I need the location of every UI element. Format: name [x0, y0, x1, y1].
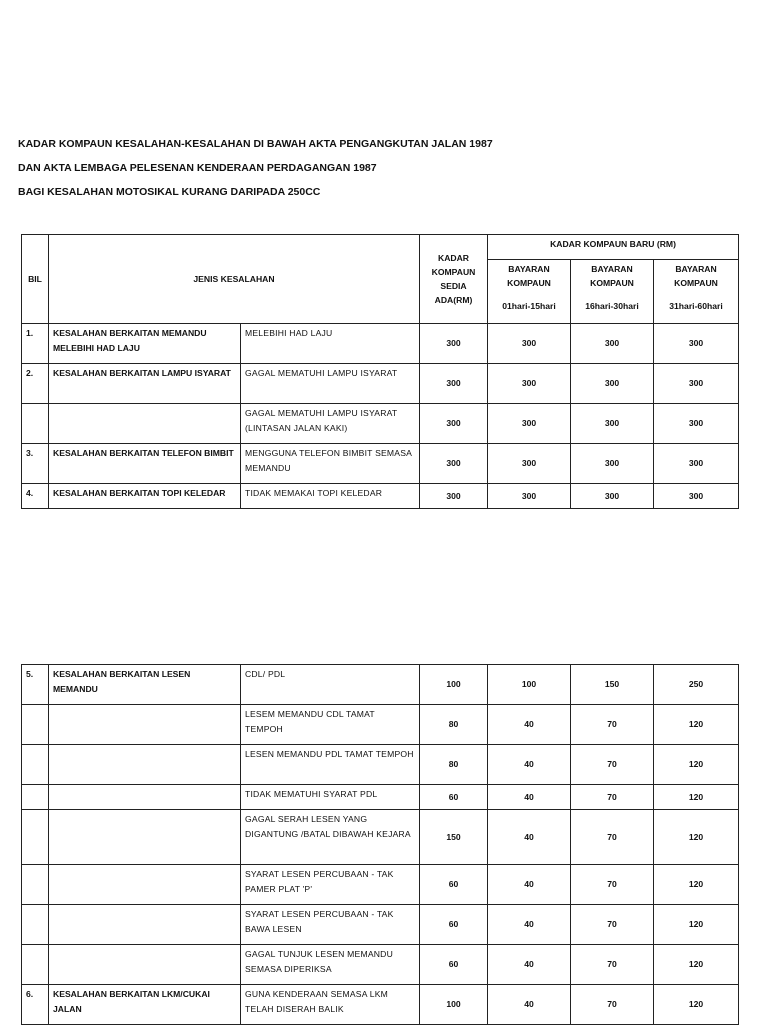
- row-rate-16-30: 300: [571, 444, 654, 484]
- row-offence: MENGGUNA TELEFON BIMBIT SEMASA MEMANDU: [241, 444, 420, 484]
- row-offence: SYARAT LESEN PERCUBAAN - TAK PAMER PLAT 'P': [241, 865, 420, 905]
- row-bil: 2.: [22, 364, 49, 404]
- row-category: KESALAHAN BERKAITAN LKM/CUKAI JALAN: [49, 985, 241, 1025]
- row-existing-rate: 150: [420, 810, 488, 865]
- row-rate-16-30: 150: [571, 665, 654, 705]
- header-kadar-line-1: KADAR: [437, 253, 470, 263]
- row-existing-rate: 300: [420, 484, 488, 509]
- row-existing-rate: 60: [420, 865, 488, 905]
- row-bil: 1.: [22, 324, 49, 364]
- header-kompaun: KOMPAUN: [590, 278, 634, 288]
- row-rate-31-60: 120: [654, 905, 739, 945]
- row-rate-01-15: 40: [488, 785, 571, 810]
- row-rate-01-15: 300: [488, 444, 571, 484]
- row-rate-31-60: 300: [654, 324, 739, 364]
- row-rate-16-30: 70: [571, 985, 654, 1025]
- row-bil: [22, 404, 49, 444]
- table-row: [22, 945, 739, 985]
- row-rate-16-30: 70: [571, 810, 654, 865]
- row-rate-01-15: 40: [488, 865, 571, 905]
- table-row: [22, 364, 739, 404]
- row-rate-31-60: 300: [654, 444, 739, 484]
- row-category: KESALAHAN BERKAITAN TELEFON BIMBIT: [49, 444, 241, 484]
- table-row: [22, 810, 739, 865]
- table-row: [22, 324, 739, 364]
- row-rate-01-15: 300: [488, 404, 571, 444]
- row-existing-rate: 80: [420, 705, 488, 745]
- table-row: [22, 745, 739, 785]
- header-kadar-sedia-ada: [420, 235, 488, 324]
- header-kadar-kompaun-baru: KADAR KOMPAUN BARU (RM): [488, 235, 739, 260]
- table-row: [22, 705, 739, 745]
- table-row: [22, 785, 739, 810]
- table-row: [22, 985, 739, 1025]
- row-offence: GAGAL SERAH LESEN YANG DIGANTUNG /BATAL DIBAWAH KEJARA: [241, 810, 420, 865]
- row-rate-01-15: 300: [488, 324, 571, 364]
- header-kadar-line-3: SEDIA: [440, 281, 467, 291]
- row-rate-31-60: 120: [654, 985, 739, 1025]
- row-rate-16-30: 70: [571, 705, 654, 745]
- row-rate-16-30: 70: [571, 945, 654, 985]
- header-period-3: [654, 260, 739, 324]
- row-rate-01-15: 40: [488, 945, 571, 985]
- row-offence: TIDAK MEMAKAI TOPI KELEDAR: [241, 484, 420, 509]
- row-rate-01-15: 300: [488, 484, 571, 509]
- header-bayaran: BAYARAN: [675, 264, 717, 274]
- row-category: [49, 785, 241, 810]
- header-period-1: [488, 260, 571, 324]
- row-category: [49, 810, 241, 865]
- row-category: [49, 404, 241, 444]
- table-row: [22, 444, 739, 484]
- header-kadar-line-4: ADA(RM): [434, 295, 473, 305]
- row-category: [49, 945, 241, 985]
- header-period-label: 31hari-60hari: [669, 301, 723, 311]
- table-row: [22, 905, 739, 945]
- header-bil: BIL: [22, 235, 49, 324]
- row-rate-16-30: 300: [571, 484, 654, 509]
- row-offence: LESEN MEMANDU PDL TAMAT TEMPOH: [241, 745, 420, 785]
- row-offence: GAGAL TUNJUK LESEN MEMANDU SEMASA DIPERIKSA: [241, 945, 420, 985]
- heading-line-3: BAGI KESALAHAN MOTOSIKAL KURANG DARIPADA 250CC: [18, 186, 321, 198]
- row-existing-rate: 100: [420, 665, 488, 705]
- row-offence: MELEBIHI HAD LAJU: [241, 324, 420, 364]
- table-row: [22, 665, 739, 705]
- row-bil: 5.: [22, 665, 49, 705]
- row-offence: TIDAK MEMATUHI SYARAT PDL: [241, 785, 420, 810]
- row-rate-31-60: 120: [654, 810, 739, 865]
- row-existing-rate: 60: [420, 905, 488, 945]
- row-existing-rate: 300: [420, 324, 488, 364]
- row-existing-rate: 60: [420, 945, 488, 985]
- row-offence: SYARAT LESEN PERCUBAAN - TAK BAWA LESEN: [241, 905, 420, 945]
- header-jenis-kesalahan: JENIS KESALAHAN: [49, 235, 420, 324]
- row-existing-rate: 60: [420, 785, 488, 810]
- table-row: [22, 404, 739, 444]
- header-period-label: 01hari-15hari: [502, 301, 556, 311]
- row-offence: GUNA KENDERAAN SEMASA LKM TELAH DISERAH BALIK: [241, 985, 420, 1025]
- row-rate-31-60: 300: [654, 484, 739, 509]
- row-rate-31-60: 120: [654, 785, 739, 810]
- row-offence: GAGAL MEMATUHI LAMPU ISYARAT: [241, 364, 420, 404]
- row-category: [49, 705, 241, 745]
- row-existing-rate: 300: [420, 364, 488, 404]
- header-bayaran: BAYARAN: [591, 264, 633, 274]
- table-row: [22, 484, 739, 509]
- row-rate-16-30: 70: [571, 745, 654, 785]
- header-bayaran: BAYARAN: [508, 264, 550, 274]
- row-existing-rate: 80: [420, 745, 488, 785]
- row-bil: [22, 705, 49, 745]
- row-bil: [22, 785, 49, 810]
- row-existing-rate: 300: [420, 444, 488, 484]
- row-category: KESALAHAN BERKAITAN MEMANDU MELEBIHI HAD LAJU: [49, 324, 241, 364]
- row-offence: GAGAL MEMATUHI LAMPU ISYARAT (LINTASAN JALAN KAKI): [241, 404, 420, 444]
- row-rate-31-60: 300: [654, 364, 739, 404]
- row-rate-31-60: 120: [654, 745, 739, 785]
- row-offence: CDL/ PDL: [241, 665, 420, 705]
- row-rate-01-15: 40: [488, 745, 571, 785]
- header-kadar-line-2: KOMPAUN: [431, 267, 476, 277]
- header-kompaun: KOMPAUN: [674, 278, 718, 288]
- row-rate-16-30: 70: [571, 905, 654, 945]
- row-rate-16-30: 300: [571, 404, 654, 444]
- row-rate-01-15: 100: [488, 665, 571, 705]
- table1-body: [22, 324, 739, 509]
- row-bil: [22, 945, 49, 985]
- table2-body: [22, 665, 739, 1025]
- row-bil: 6.: [22, 985, 49, 1025]
- row-rate-01-15: 300: [488, 364, 571, 404]
- row-bil: [22, 810, 49, 865]
- row-rate-31-60: 120: [654, 865, 739, 905]
- row-rate-31-60: 120: [654, 945, 739, 985]
- row-category: KESALAHAN BERKAITAN TOPI KELEDAR: [49, 484, 241, 509]
- compound-rate-table-1: [21, 234, 739, 509]
- row-category: [49, 905, 241, 945]
- row-existing-rate: 100: [420, 985, 488, 1025]
- row-rate-16-30: 300: [571, 324, 654, 364]
- row-category: [49, 745, 241, 785]
- header-period-2: [571, 260, 654, 324]
- heading-line-2: DAN AKTA LEMBAGA PELESENAN KENDERAAN PERDAGANGAN 1987: [18, 162, 377, 174]
- row-offence: LESEM MEMANDU CDL TAMAT TEMPOH: [241, 705, 420, 745]
- row-existing-rate: 300: [420, 404, 488, 444]
- row-rate-01-15: 40: [488, 810, 571, 865]
- table-row: [22, 865, 739, 905]
- heading-line-1: KADAR KOMPAUN KESALAHAN-KESALAHAN DI BAWAH AKTA PENGANGKUTAN JALAN 1987: [18, 138, 493, 150]
- row-rate-01-15: 40: [488, 985, 571, 1025]
- row-rate-16-30: 70: [571, 785, 654, 810]
- header-period-label: 16hari-30hari: [585, 301, 639, 311]
- row-category: KESALAHAN BERKAITAN LAMPU ISYARAT: [49, 364, 241, 404]
- row-rate-16-30: 70: [571, 865, 654, 905]
- header-kompaun: KOMPAUN: [507, 278, 551, 288]
- row-rate-16-30: 300: [571, 364, 654, 404]
- row-bil: [22, 745, 49, 785]
- row-rate-31-60: 250: [654, 665, 739, 705]
- row-rate-01-15: 40: [488, 905, 571, 945]
- row-bil: [22, 905, 49, 945]
- row-bil: 4.: [22, 484, 49, 509]
- row-bil: 3.: [22, 444, 49, 484]
- row-rate-01-15: 40: [488, 705, 571, 745]
- compound-rate-table-2: [21, 664, 739, 1025]
- row-category: KESALAHAN BERKAITAN LESEN MEMANDU: [49, 665, 241, 705]
- row-bil: [22, 865, 49, 905]
- row-category: [49, 865, 241, 905]
- row-rate-31-60: 120: [654, 705, 739, 745]
- row-rate-31-60: 300: [654, 404, 739, 444]
